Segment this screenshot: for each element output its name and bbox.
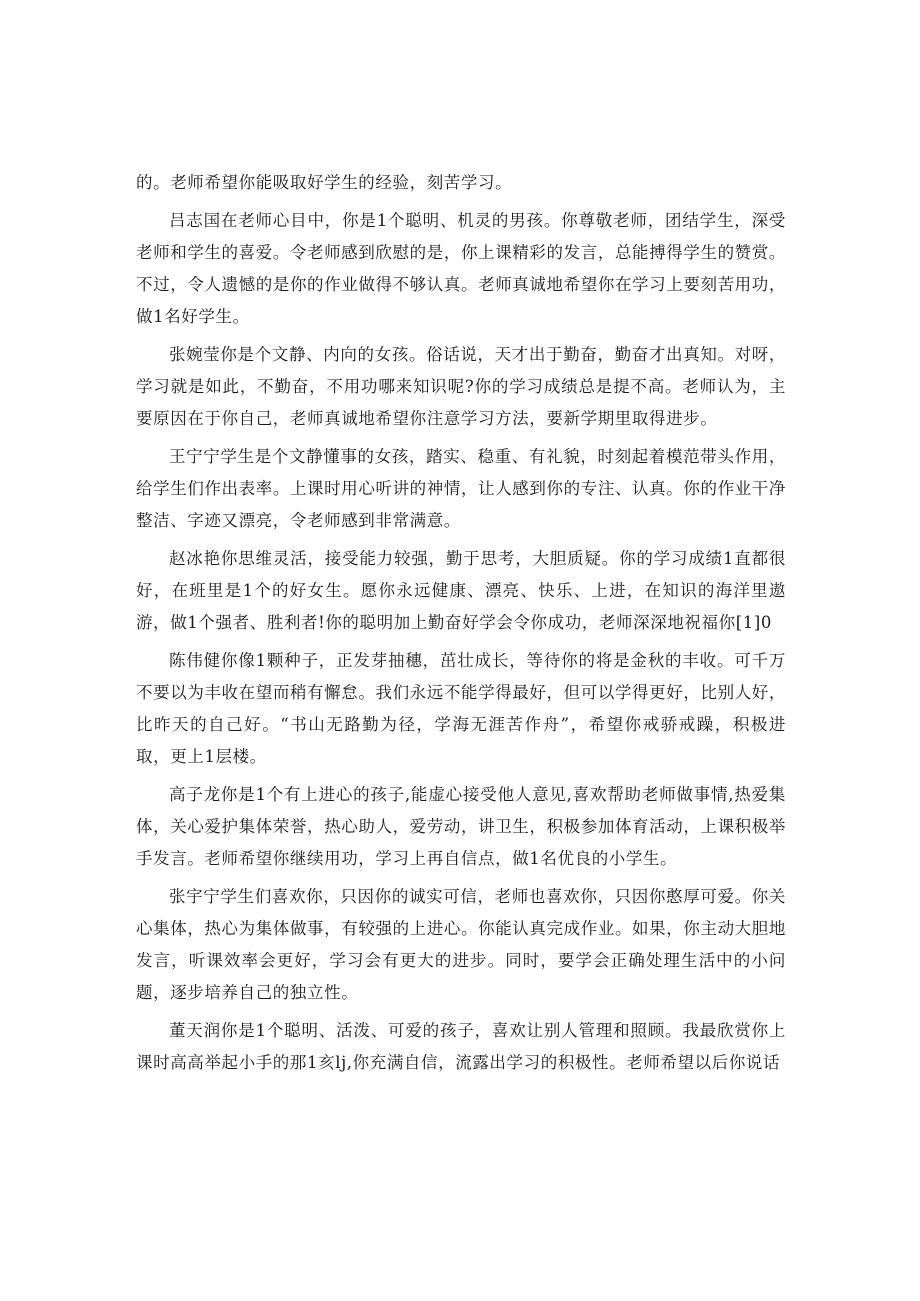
paragraph-zhang-yuning: 张宇宁学生们喜欢你，只因你的诚实可信，老师也喜欢你，只因你憨厚可爱。你关心集体，热心为集体做事，有较强的上进心。你能认真完成作业。如果，你主动大胆地发言，听课效率会更好，学习会有更大的进步。同时，要学会正确处理生活中的小问题，逐步培养自己的独立性。: [136, 887, 786, 1002]
paragraph-wang-ningning: 王宁宁学生是个文静懂事的女孩，踏实、稳重、有礼貌，时刻起着模范带头作用，给学生们作出表率。上课时用心听讲的神情，让人感到你的专注、认真。你的作业干净整洁、字迹又漂亮，令老师感到非常满意。: [136, 447, 786, 530]
paragraph-lv-zhiguo: 吕志国在老师心目中，你是1个聪明、机灵的男孩。你尊敬老师，团结学生，深受老师和学生的喜爱。令老师感到欣慰的是，你上课精彩的发言，总能搏得学生的赞赏。不过，令人遗憾的是你的作业做得不够认真。老师真诚地希望你在学习上要刻苦用功，做1名好学生。: [136, 211, 786, 326]
paragraph-chen-weijian: 陈伟健你像1颗种子，正发芽抽穗，茁壮成长，等待你的将是金秋的丰收。可千万不要以为丰收在望而稍有懈怠。我们永远不能学得最好，但可以学得更好，比别人好，比昨天的自己好。“书山无路勤为径，学海无涯苦作舟”，希望你戒骄戒躁，积极进取，更上1层楼。: [136, 651, 786, 766]
paragraph-dong-tianrun: 董天润你是1个聪明、活泼、可爱的孩子，喜欢让别人管理和照顾。我最欣赏你上课时高高举起小手的那1亥lj,你充满自信，流露出学习的积极性。老师希望以后你说话: [136, 1021, 786, 1072]
paragraph-continuation: 的。老师希望你能吸取好学生的经验，刻苦学习。: [136, 173, 513, 192]
paragraph-zhao-bingyan: 赵冰艳你思维灵活，接受能力较强，勤于思考，大胆质疑。你的学习成绩1直都很好，在班里是1个的好女生。愿你永远健康、漂亮、快乐、上进，在知识的海洋里遨游，做1个强者、胜利者!你的聪明加上勤奋好学会令你成功，老师深深地祝福你[1]0: [136, 549, 786, 632]
paragraph-zhang-wanying: 张婉莹你是个文静、内向的女孩。俗话说，天才出于勤奋，勤奋才出真知。对呀，学习就是如此，不勤奋，不用功哪来知识呢?你的学习成绩总是提不高。老师认为，主要原因在于你自己，老师真诚地希望你注意学习方法，要新学期里取得进步。: [136, 345, 786, 428]
paragraph-gao-zilong: 高子龙你是1个有上进心的孩子,能虚心接受他人意见,喜欢帮助老师做事情,热爱集体，关心爱护集体荣誉，热心助人，爱劳动，讲卫生，积极参加体育活动，上课积极举手发言。老师希望你继续用功，学习上再自信点，做1名优良的小学生。: [136, 785, 786, 868]
document-body: [136, 167, 786, 1085]
